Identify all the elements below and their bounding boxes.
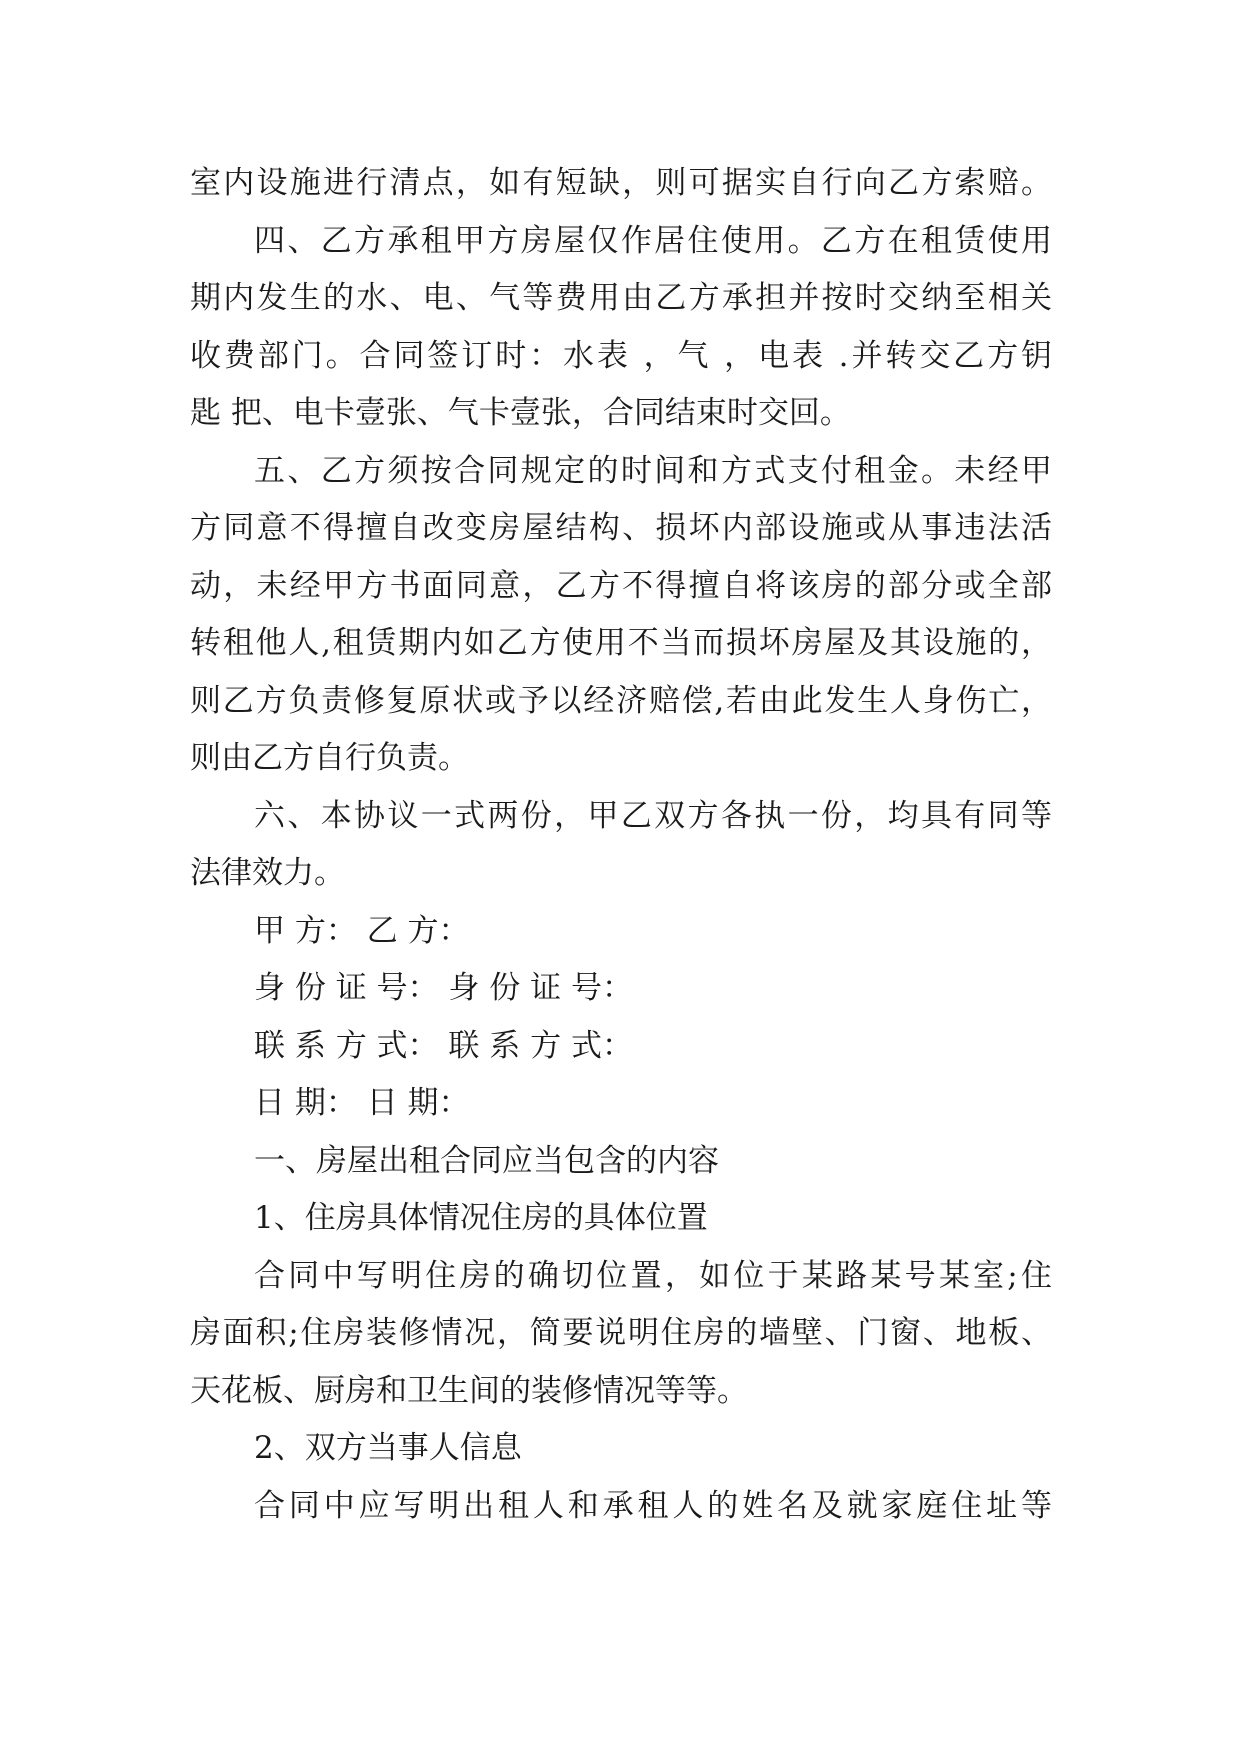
subsection-heading: 2、双方当事人信息 bbox=[254, 1430, 522, 1466]
document-body bbox=[190, 155, 1052, 1535]
section-heading: 一、房屋出租合同应当包含的内容 bbox=[254, 1142, 719, 1179]
paragraph-line: 匙 把、电卡壹张、气卡壹张，合同结束时交回。 bbox=[190, 395, 851, 431]
paragraph-line: 则由乙方自行负责。 bbox=[190, 740, 469, 776]
paragraph-line: 收费部门。合同签订时：水表 ，气 ，电表 .并转交乙方钥 bbox=[190, 337, 1052, 374]
paragraph-line: 合同中应写明出租人和承租人的姓名及就家庭住址等 bbox=[254, 1487, 1052, 1524]
signature-contact-line: 联 系 方 式： 联 系 方 式： bbox=[254, 1027, 633, 1064]
subsection-heading: 1、住房具体情况住房的具体位置 bbox=[254, 1200, 708, 1236]
paragraph-line: 室内设施进行清点，如有短缺，则可据实自行向乙方索赔。 bbox=[190, 165, 1052, 201]
paragraph-line: 房面积;住房装修情况，简要说明住房的墙壁、门窗、地板、 bbox=[190, 1315, 1052, 1351]
paragraph-line: 转租他人,租赁期内如乙方使用不当而损坏房屋及其设施的， bbox=[190, 625, 1052, 661]
paragraph-line: 则乙方负责修复原状或予以经济赔偿,若由此发生人身伤亡， bbox=[190, 682, 1052, 719]
paragraph-line: 天花板、厨房和卫生间的装修情况等等。 bbox=[190, 1372, 748, 1409]
signature-id-line: 身 份 证 号： 身 份 证 号： bbox=[254, 970, 633, 1006]
clause-five-line: 五、乙方须按合同规定的时间和方式支付租金。未经甲 bbox=[254, 452, 1052, 489]
clause-four-line: 四、乙方承租甲方房屋仅作居住使用。乙方在租赁使用 bbox=[254, 222, 1052, 259]
paragraph-line: 动，未经甲方书面同意，乙方不得擅自将该房的部分或全部 bbox=[190, 567, 1052, 604]
paragraph-line: 合同中写明住房的确切位置，如位于某路某号某室;住 bbox=[254, 1257, 1052, 1294]
paragraph-line: 期内发生的水、电、气等费用由乙方承担并按时交纳至相关 bbox=[190, 280, 1052, 316]
signature-date-line: 日 期： 日 期： bbox=[254, 1085, 470, 1121]
clause-six-line: 六、本协议一式两份，甲乙双方各执一份，均具有同等 bbox=[254, 797, 1052, 834]
paragraph-line: 方同意不得擅自改变房屋结构、损坏内部设施或从事违法活 bbox=[190, 510, 1052, 546]
paragraph-line: 法律效力。 bbox=[190, 855, 345, 891]
signature-party-line: 甲 方： 乙 方： bbox=[254, 912, 470, 949]
